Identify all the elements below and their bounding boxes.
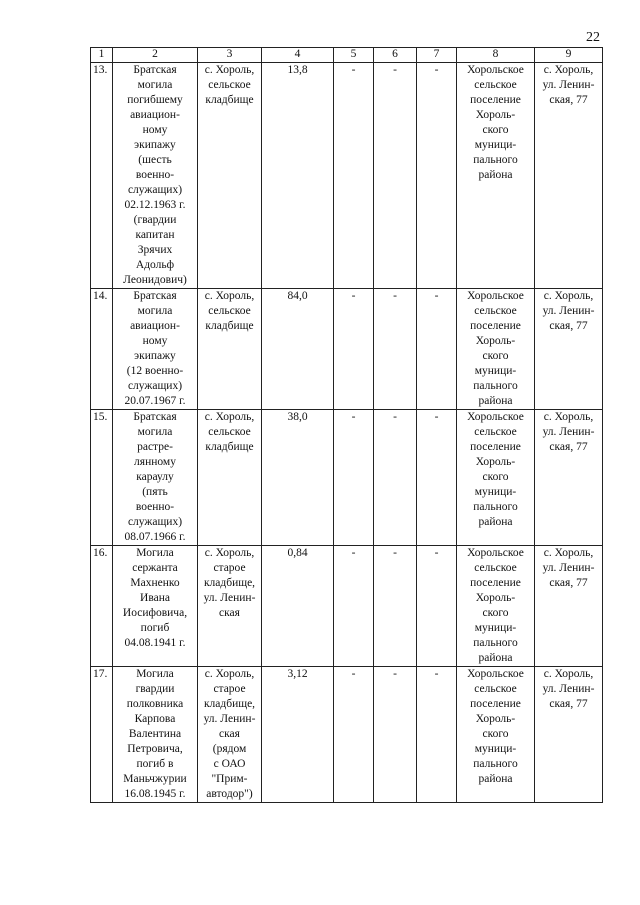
- memorial-name: Могила сержанта Махненко Ивана Иосифовича, погиб 04.08.1941 г.: [113, 546, 198, 667]
- owner-address: с. Хороль, ул. Ленин- ская, 77: [535, 546, 603, 667]
- owner-address: с. Хороль, ул. Ленин- ская, 77: [535, 289, 603, 410]
- memorial-area: 38,0: [262, 410, 334, 546]
- page-number: 22: [586, 30, 600, 45]
- column-header: 3: [198, 48, 262, 63]
- column-header: 5: [334, 48, 374, 63]
- table-header: [91, 48, 603, 63]
- memorial-location: с. Хороль, сельское кладбище: [198, 410, 262, 546]
- table-row: [91, 63, 603, 289]
- table-row: [91, 546, 603, 667]
- column-header: 2: [113, 48, 198, 63]
- memorial-name: Братская могила авиацион- ному экипажу (12 военно- служащих) 20.07.1967 г.: [113, 289, 198, 410]
- memorial-name: Могила гвардии полковника Карпова Валентина Петровича, погиб в Маньчжурии 16.08.1945 г.: [113, 667, 198, 803]
- column-5-value: -: [334, 410, 374, 546]
- header-row: [91, 48, 603, 63]
- memorial-area: 84,0: [262, 289, 334, 410]
- table-row: [91, 667, 603, 803]
- memorial-owner: Хорольское сельское поселение Хороль- ского муници- пального района: [457, 289, 535, 410]
- column-7-value: -: [417, 546, 457, 667]
- memorial-location: с. Хороль, сельское кладбище: [198, 63, 262, 289]
- column-6-value: -: [374, 546, 417, 667]
- column-header: 9: [535, 48, 603, 63]
- row-number: 13.: [91, 63, 113, 289]
- memorial-area: 0,84: [262, 546, 334, 667]
- owner-address: с. Хороль, ул. Ленин- ская, 77: [535, 63, 603, 289]
- column-7-value: -: [417, 289, 457, 410]
- memorial-location: с. Хороль, старое кладбище, ул. Ленин- ская: [198, 546, 262, 667]
- column-6-value: -: [374, 410, 417, 546]
- column-6-value: -: [374, 289, 417, 410]
- column-7-value: -: [417, 667, 457, 803]
- memorial-name: Братская могила погибшему авиацион- ному экипажу (шесть военно- служащих) 02.12.1963 г. (гвардии капитан Зрячих Адольф Леонидович): [113, 63, 198, 289]
- table-row: [91, 289, 603, 410]
- memorial-area: 3,12: [262, 667, 334, 803]
- column-6-value: -: [374, 63, 417, 289]
- column-5-value: -: [334, 289, 374, 410]
- memorial-name: Братская могила растре- лянному караулу (пять военно- служащих) 08.07.1966 г.: [113, 410, 198, 546]
- owner-address: с. Хороль, ул. Ленин- ская, 77: [535, 667, 603, 803]
- memorial-owner: Хорольское сельское поселение Хороль- ского муници- пального района: [457, 546, 535, 667]
- column-7-value: -: [417, 63, 457, 289]
- row-number: 14.: [91, 289, 113, 410]
- column-7-value: -: [417, 410, 457, 546]
- owner-address: с. Хороль, ул. Ленин- ская, 77: [535, 410, 603, 546]
- memorial-owner: Хорольское сельское поселение Хороль- ского муници- пального района: [457, 667, 535, 803]
- row-number: 16.: [91, 546, 113, 667]
- row-number: 15.: [91, 410, 113, 546]
- memorial-owner: Хорольское сельское поселение Хороль- ского муници- пального района: [457, 410, 535, 546]
- column-5-value: -: [334, 63, 374, 289]
- column-5-value: -: [334, 546, 374, 667]
- memorial-location: с. Хороль, старое кладбище, ул. Ленин- ская (рядом с ОАО "Прим- автодор"): [198, 667, 262, 803]
- column-header: 6: [374, 48, 417, 63]
- memorial-register-table: [90, 47, 603, 803]
- column-header: 8: [457, 48, 535, 63]
- memorial-owner: Хорольское сельское поселение Хороль- ского муници- пального района: [457, 63, 535, 289]
- column-header: 4: [262, 48, 334, 63]
- column-header: 1: [91, 48, 113, 63]
- memorial-location: с. Хороль, сельское кладбище: [198, 289, 262, 410]
- memorial-area: 13,8: [262, 63, 334, 289]
- column-header: 7: [417, 48, 457, 63]
- column-5-value: -: [334, 667, 374, 803]
- table-row: [91, 410, 603, 546]
- row-number: 17.: [91, 667, 113, 803]
- column-6-value: -: [374, 667, 417, 803]
